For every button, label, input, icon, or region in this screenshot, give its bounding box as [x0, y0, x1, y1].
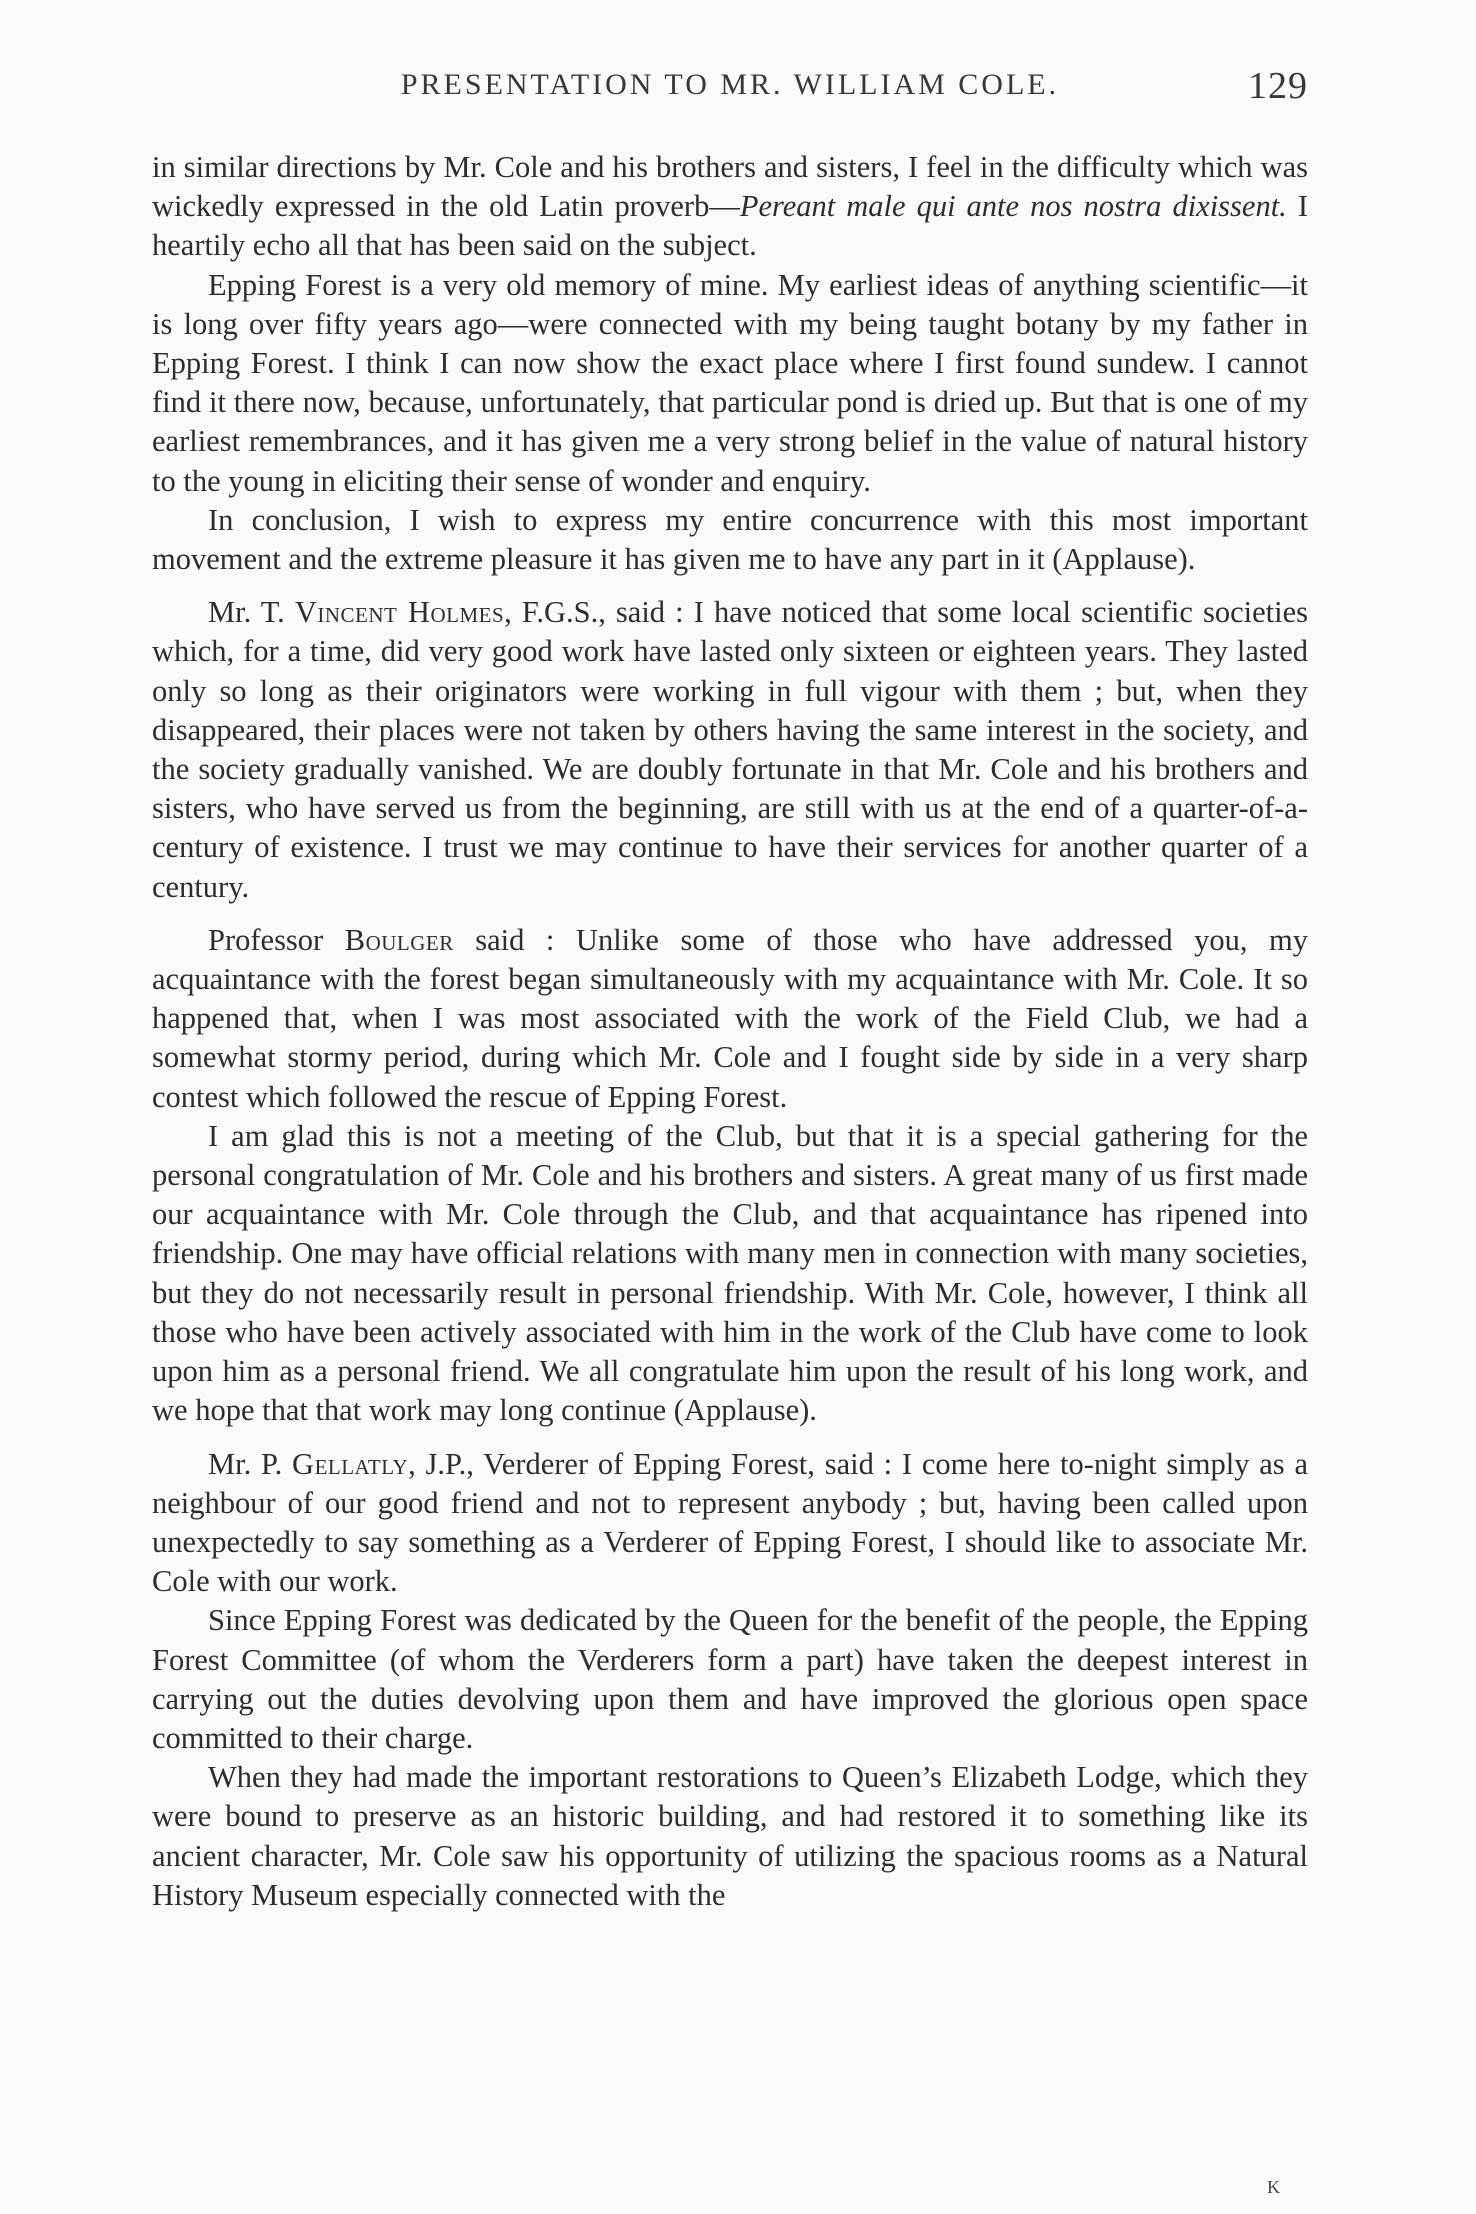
- page-number: 129: [1248, 65, 1308, 107]
- book-page: [152, 58, 1308, 2198]
- page-body: [152, 148, 1308, 1915]
- paragraph-text: Professor: [208, 922, 345, 957]
- signature-mark: K: [1267, 2177, 1282, 2197]
- paragraph: [152, 593, 1308, 907]
- page-header: [152, 58, 1308, 120]
- paragraph-text: in similar directions by Mr. Cole and his brothers and sisters, I feel in the difficulty which was wickedly expressed in the old Latin proverb—: [152, 150, 1308, 224]
- paragraph-text: said : Unlike some of those who have addressed you, my acquaintance with the forest began simultaneously with my acquaintance with Mr. Cole. It so happened that, when I was most associated with the work of the Field Club, we had a somewhat stormy period, during which Mr. Cole and I fought side by side in a very sharp contest which followed the rescue of Epping Forest.: [152, 922, 1308, 1114]
- paragraph-text: , F.G.S., said : I have noticed that some local scientific societies which, for a time, did very good work have lasted only sixteen or eighteen years. They lasted only so long as their originators were working in full vigour with them ; but, when they disappeared, their places were not taken by others having the same interest in the society, and the society gradually vanished. We are doubly fortunate in that Mr. Cole and his brothers and sisters, who have served us from the beginning, are still with us at the end of a quarter-of-a-century of existence. I trust we may continue to have their services for another quarter of a century.: [152, 595, 1308, 904]
- paragraph-text: I am glad this is not a meeting of the Club, but that it is a special gathering for the personal congratulation of Mr. Cole and his brothers and sisters. A great many of us first made our acquaintance with Mr. Cole through the Club, and that acquaintance has ripened into friendship. One may have official relations with many men in connection with many societies, but they do not necessarily result in personal friendship. With Mr. Cole, however, I think all those who have been actively associated with him in the work of the Club have come to look upon him as a personal friend. We all congratulate him upon the result of his long work, and we hope that that work may long continue (Applause).: [152, 1118, 1308, 1428]
- paragraph-text: I heartily echo all that has been said on the subject.: [152, 189, 1308, 263]
- paragraph-text: Mr. P.: [208, 1446, 293, 1481]
- paragraph-text: In conclusion, I wish to express my entire concurrence with this most important movement and the extreme pleasure it has given me to have any part in it (Applause).: [152, 502, 1308, 577]
- speaker-name: Vincent Holmes: [294, 595, 505, 630]
- paragraph-text: , J.P., Verderer of Epping Forest, said : I come here to-night simply as a neighbour of our good friend and not to represent anybody ; but, having been called upon unexpectedly to say something as a Verderer of Epping Forest, I should like to associate Mr. Cole with our work.: [152, 1446, 1308, 1599]
- running-title: PRESENTATION TO MR. WILLIAM COLE.: [400, 68, 1060, 101]
- paragraph-text: Epping Forest is a very old memory of mine. My earliest ideas of anything scientific—it is long over fifty years ago—were connected with my being taught botany by my father in Epping Forest. I think I can now show the exact place where I first found sundew. I cannot find it there now, because, unfortunately, that particular pond is dried up. But that is one of my earliest remembrances, and it has given me a very strong belief in the value of natural history to the young in eliciting their sense of wonder and enquiry.: [152, 267, 1308, 498]
- paragraph: [152, 501, 1308, 579]
- paragraph-text: Since Epping Forest was dedicated by the Queen for the benefit of the people, the Epping Forest Committee (of whom the Verderers form a part) have taken the deepest interest in carrying out the duties devolving upon them and have improved the glorious open space committed to their charge.: [152, 1603, 1308, 1755]
- paragraph: [152, 1117, 1308, 1431]
- paragraph: [152, 1601, 1308, 1758]
- paragraph: [152, 1445, 1308, 1602]
- paragraph: [152, 1758, 1308, 1915]
- paragraph: [152, 266, 1308, 501]
- paragraph: [152, 148, 1308, 266]
- speaker-name: Gellatly: [292, 1446, 409, 1481]
- paragraph-text: When they had made the important restorations to Queen’s Elizabeth Lodge, which they were bound to preserve as an historic building, and had restored it to something like its ancient character, Mr. Cole saw his opportunity of utilizing the spacious rooms as a Natural History Museum especially connected with the: [152, 1760, 1308, 1912]
- italic-text: Pereant male qui ante nos nostra dixissent.: [739, 189, 1287, 224]
- paragraph-text: Mr. T.: [208, 595, 295, 630]
- speaker-name: Boulger: [344, 922, 454, 957]
- paragraph: [152, 921, 1308, 1117]
